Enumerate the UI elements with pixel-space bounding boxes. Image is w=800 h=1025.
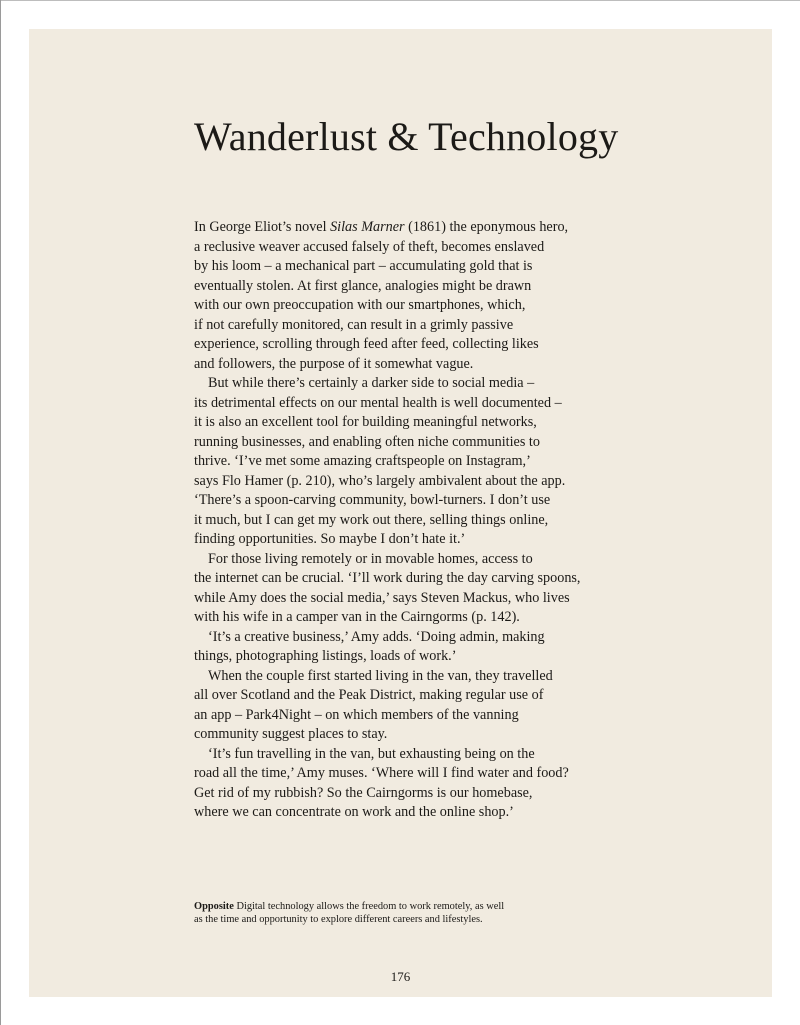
body-line-text: (1861) the eponymous hero,	[404, 219, 569, 235]
caption-label: Opposite	[194, 901, 234, 912]
body-line: experience, scrolling through feed after feed, collecting likes	[194, 336, 539, 352]
body-line: an app – Park4Night – on which members of the vanning	[194, 706, 519, 723]
body-line: while Amy does the social media,’ says Steven Mackus, who lives	[194, 589, 570, 606]
body-line: eventually stolen. At first glance, analogies might be drawn	[194, 277, 532, 294]
body-line: thrive. ‘I’ve met some amazing craftspeople on Instagram,’	[194, 453, 531, 469]
body-line: Get rid of my rubbish? So the Cairngorms is our homebase,	[194, 784, 533, 801]
body-line: it much, but I can get my work out there, selling things online,	[194, 511, 549, 528]
body-line: if not carefully monitored, can result in a grimly passive	[194, 316, 514, 333]
page-title: Wanderlust & Technology	[194, 114, 619, 159]
book-title-italic: Silas Marner	[330, 219, 405, 235]
image-caption	[194, 900, 594, 926]
body-line-text: In George Eliot’s novel	[194, 219, 331, 235]
body-line: ‘There’s a spoon-carving community, bowl-turners. I don’t use	[194, 492, 551, 508]
scan-border-top	[0, 0, 800, 1]
body-line: running businesses, and enabling often niche communities to	[194, 433, 540, 450]
caption-line: as the time and opportunity to explore different careers and lifestyles.	[194, 914, 483, 925]
body-line: with his wife in a camper van in the Cairngorms (p. 142).	[194, 609, 520, 625]
body-line: For those living remotely or in movable homes, access to	[208, 550, 533, 567]
body-line	[194, 218, 634, 238]
body-line: where we can concentrate on work and the online shop.’	[194, 804, 514, 820]
body-line: road all the time,’ Amy muses. ‘Where will I find water and food?	[194, 765, 569, 781]
body-line: community suggest places to stay.	[194, 726, 388, 742]
body-line: things, photographing listings, loads of work.’	[194, 648, 457, 664]
body-line: But while there’s certainly a darker side to social media –	[208, 375, 535, 391]
body-line: a reclusive weaver accused falsely of theft, becomes enslaved	[194, 238, 545, 255]
article-body	[194, 218, 634, 823]
body-line: finding opportunities. So maybe I don’t hate it.’	[194, 531, 466, 547]
body-line: all over Scotland and the Peak District, making regular use of	[194, 687, 544, 703]
body-line: ‘It’s a creative business,’ Amy adds. ‘Doing admin, making	[208, 628, 545, 645]
body-line: it is also an excellent tool for building meaningful networks,	[194, 414, 537, 430]
scan-border-left	[0, 0, 1, 1025]
body-line: When the couple first started living in the van, they travelled	[208, 667, 553, 684]
caption-line	[194, 900, 594, 913]
body-line: with our own preoccupation with our smartphones, which,	[194, 297, 526, 313]
body-line: and followers, the purpose of it somewhat vague.	[194, 355, 474, 372]
book-page	[29, 29, 772, 997]
body-line: by his loom – a mechanical part – accumulating gold that is	[194, 258, 533, 274]
body-line: its detrimental effects on our mental health is well documented –	[194, 394, 562, 411]
body-line: the internet can be crucial. ‘I’ll work during the day carving spoons,	[194, 570, 581, 586]
body-line: ‘It’s fun travelling in the van, but exhausting being on the	[208, 745, 535, 762]
caption-text: Digital technology allows the freedom to work remotely, as well	[233, 901, 505, 912]
body-line: says Flo Hamer (p. 210), who’s largely ambivalent about the app.	[194, 472, 566, 489]
page-number: 176	[390, 969, 411, 984]
